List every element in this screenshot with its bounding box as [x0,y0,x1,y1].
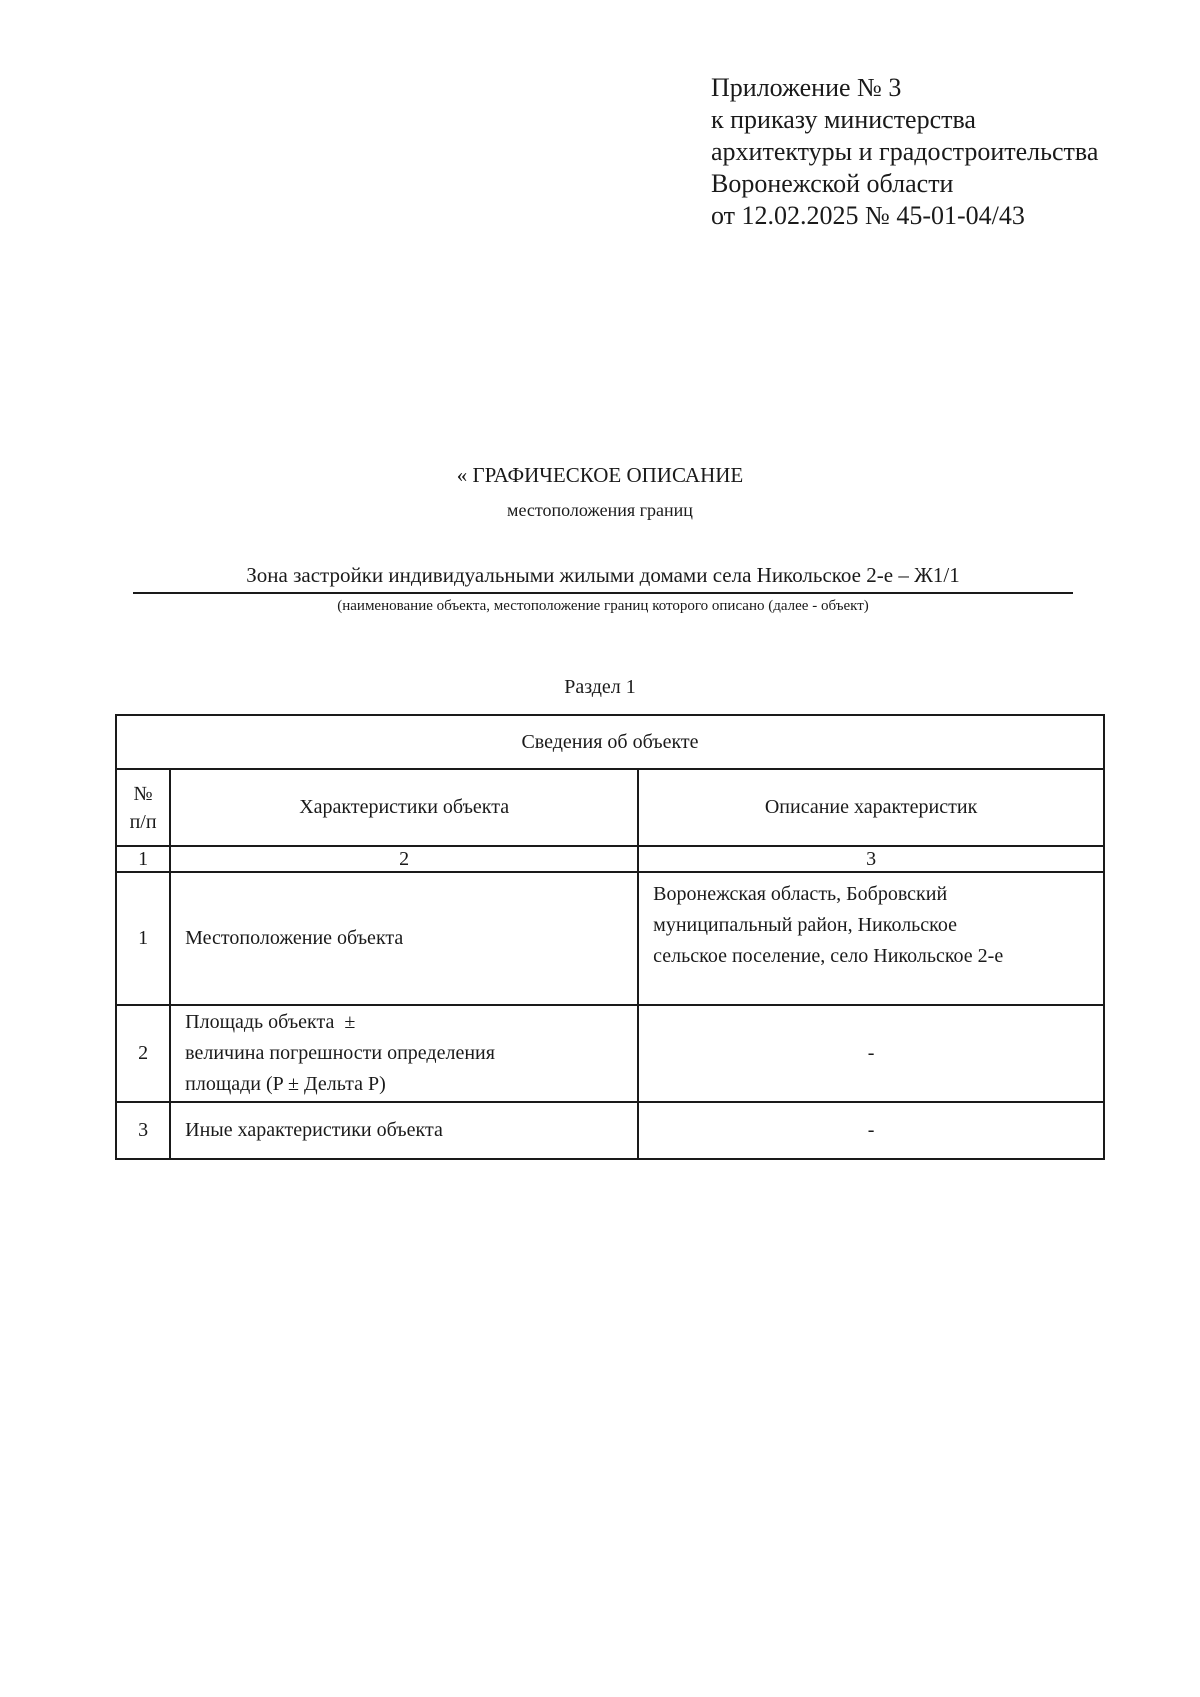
description-line: сельское поселение, село Никольское 2-е [653,945,1004,967]
table-caption: Сведения об объекте [116,715,1104,769]
header-description: Описание характеристик [638,769,1104,846]
column-number-row [116,846,1104,872]
document-subtitle: местоположения границ [507,500,693,520]
table-row [116,872,1104,1005]
row-number: 3 [116,1102,170,1159]
description-line: муниципальный район, Никольское [653,914,957,936]
column-number: 2 [170,846,638,872]
header-number-abbr: п/п [129,810,157,833]
annex-line: Воронежской области [711,169,954,198]
table-caption-row [116,715,1104,769]
row-characteristic: Местоположение объекта [170,872,638,1005]
object-name-caption: (наименование объекта, местоположение границ которого описано (далее - объект) [337,598,869,614]
table-header-row [116,769,1104,846]
annex-line: к приказу министерства [711,105,976,134]
document-title: « ГРАФИЧЕСКОЕ ОПИСАНИЕ [456,463,744,487]
header-number-sign: № [133,782,153,805]
row-number: 1 [116,872,170,1005]
header-number [116,769,170,846]
header-characteristics: Характеристики объекта [170,769,638,846]
description-line: Воронежская область, Бобровский [653,883,948,905]
row-number: 2 [116,1005,170,1102]
characteristic-line: площади (P ± Дельта P) [185,1073,386,1095]
table-row [116,1102,1104,1159]
annex-line: Приложение № 3 [711,73,902,102]
table-row [116,1005,1104,1102]
column-number: 3 [638,846,1104,872]
object-name: Зона застройки индивидуальными жилыми домами села Никольское 2-е – Ж1/1 [133,563,1073,594]
annex-header [711,72,1098,232]
row-characteristic: Иные характеристики объекта [170,1102,638,1159]
row-description [638,872,1104,1005]
column-number: 1 [116,846,170,872]
row-description: - [638,1102,1104,1159]
section-title: Раздел 1 [564,676,636,698]
row-characteristic [170,1005,638,1102]
characteristic-line: величина погрешности определения [185,1042,495,1064]
row-description: - [638,1005,1104,1102]
annex-line: архитектуры и градостроительства [711,137,1099,166]
object-info-table [115,714,1105,1160]
characteristic-line: Площадь объекта ± [185,1011,356,1033]
annex-date-number: от 12.02.2025 № 45-01-04/43 [711,201,1025,230]
